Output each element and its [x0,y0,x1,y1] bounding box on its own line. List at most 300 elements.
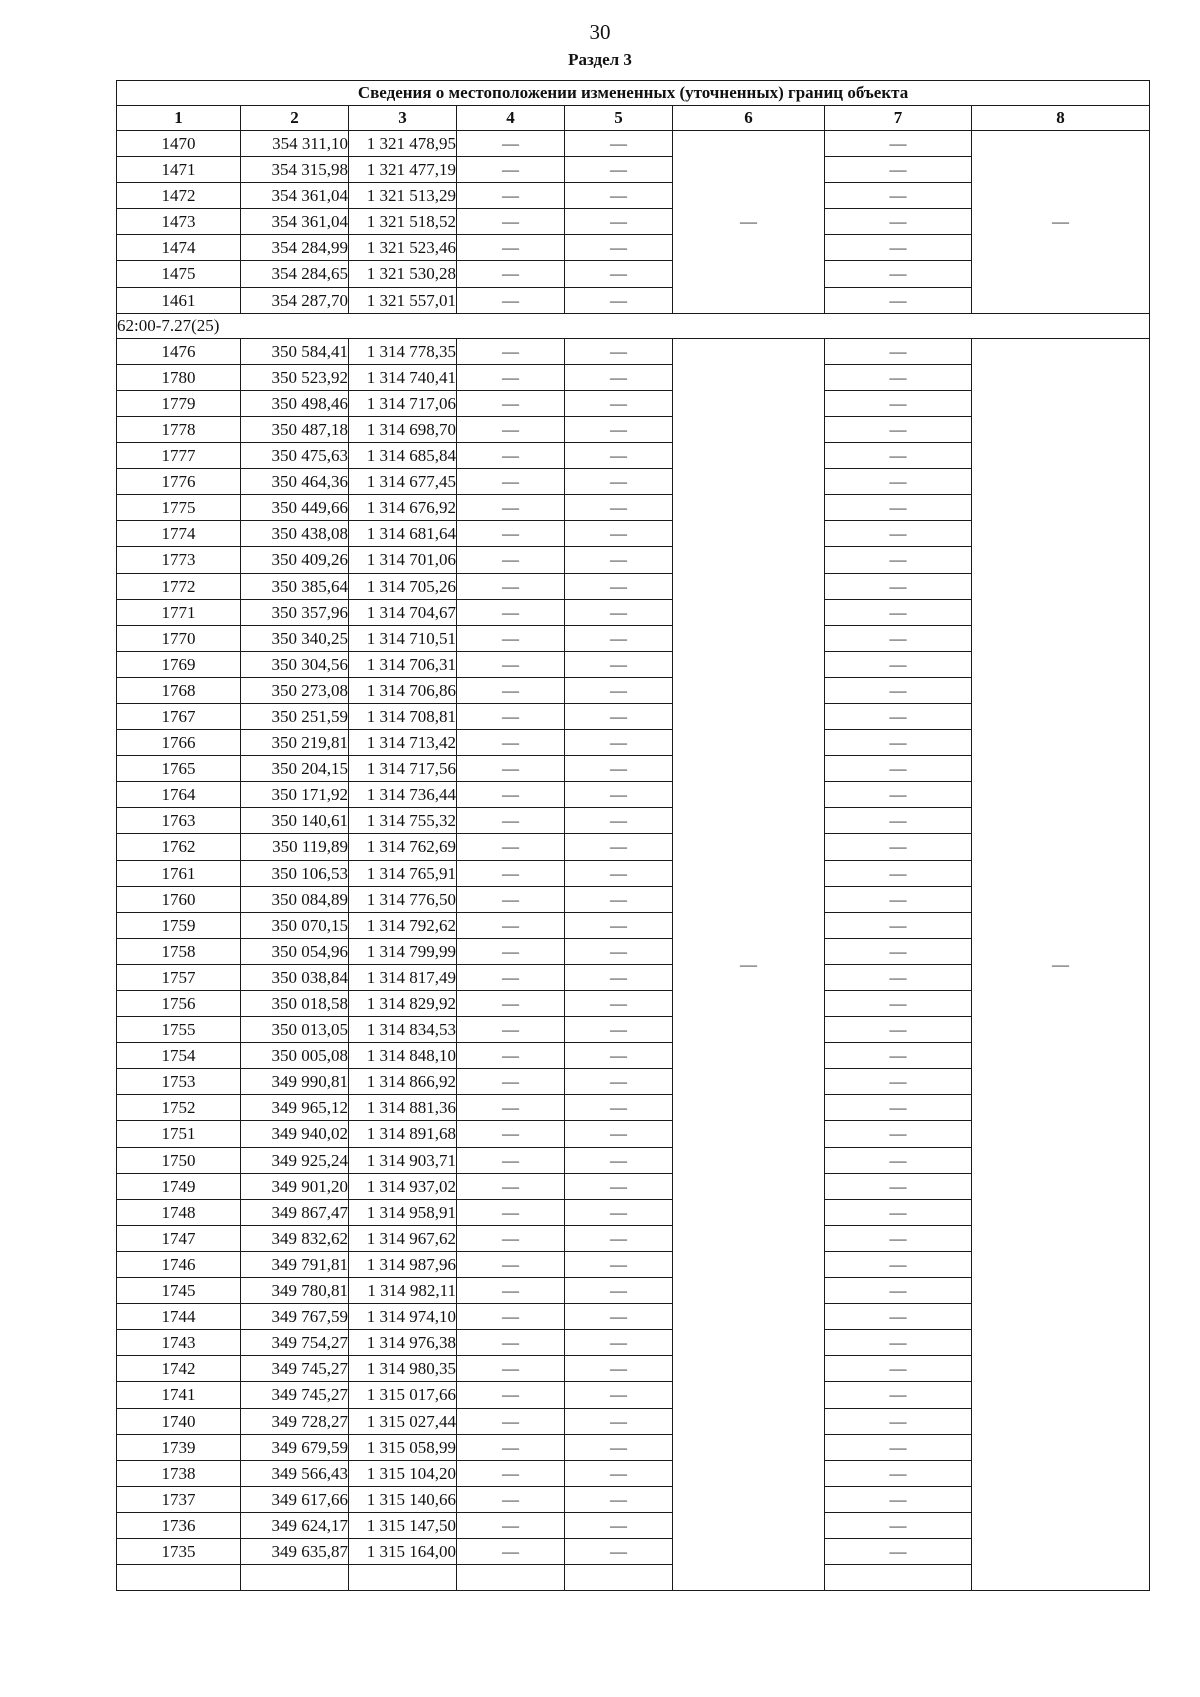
coordinate-y: 1 314 866,92 [349,1069,457,1095]
column-4-value: — [457,964,565,990]
point-number: 1461 [117,287,241,313]
column-7-value: — [825,1251,972,1277]
coordinate-y: 1 321 557,01 [349,287,457,313]
group-header-section [117,313,1150,338]
column-4-value: — [457,651,565,677]
point-number: 1755 [117,1017,241,1043]
coordinate-y: 1 314 974,10 [349,1304,457,1330]
column-7-value: — [825,677,972,703]
column-4-value: — [457,1043,565,1069]
coordinate-x: 349 780,81 [241,1278,349,1304]
point-number: 1780 [117,364,241,390]
coordinate-x: 349 965,12 [241,1095,349,1121]
column-5-value: — [565,1486,673,1512]
coordinate-x: 350 449,66 [241,495,349,521]
column-5-value: — [565,625,673,651]
column-7-value: — [825,730,972,756]
column-5-value: — [565,1408,673,1434]
column-4-value: — [457,183,565,209]
coordinate-x: 350 054,96 [241,938,349,964]
column-7-value: — [825,1330,972,1356]
point-number: 1745 [117,1278,241,1304]
point-number: 1779 [117,390,241,416]
coordinate-x: 350 498,46 [241,390,349,416]
column-4-value: — [457,599,565,625]
point-number: 1770 [117,625,241,651]
column-5-value: — [565,390,673,416]
coordinate-x: 350 409,26 [241,547,349,573]
column-7-value: — [825,416,972,442]
point-number: 1765 [117,756,241,782]
coordinate-y: 1 314 778,35 [349,338,457,364]
column-5-value: — [565,1043,673,1069]
point-number: 1748 [117,1199,241,1225]
column-4-value: — [457,782,565,808]
column-number: 3 [349,106,457,131]
coordinate-y: 1 314 698,70 [349,416,457,442]
point-number: 1767 [117,703,241,729]
column-number: 1 [117,106,241,131]
column-5-value: — [565,1095,673,1121]
point-number: 1749 [117,1173,241,1199]
coordinate-y: 1 315 104,20 [349,1460,457,1486]
column-4-value: — [457,157,565,183]
column-7-value: — [825,364,972,390]
coordinate-y: 1 314 701,06 [349,547,457,573]
column-number: 8 [972,106,1150,131]
column-7-value: — [825,1121,972,1147]
column-5-value: — [565,521,673,547]
point-number: 1758 [117,938,241,964]
coordinate-y: 1 314 980,35 [349,1356,457,1382]
column-5-value: — [565,782,673,808]
point-number: 1762 [117,834,241,860]
coordinate-y: 1 314 704,67 [349,599,457,625]
coordinate-y: 1 321 523,46 [349,235,457,261]
column-7-value: — [825,912,972,938]
column-number: 5 [565,106,673,131]
column-7-value: — [825,157,972,183]
column-4-value: — [457,261,565,287]
column-4-value: — [457,547,565,573]
coordinate-x: 349 566,43 [241,1460,349,1486]
column-7-value: — [825,703,972,729]
column-7-value: — [825,1173,972,1199]
point-number: 1759 [117,912,241,938]
column-5-value: — [565,938,673,964]
coordinate-x: 349 832,62 [241,1225,349,1251]
point-number: 1746 [117,1251,241,1277]
column-4-value: — [457,730,565,756]
column-7-value [825,1565,972,1591]
column-4-value: — [457,677,565,703]
coordinate-x: 349 901,20 [241,1173,349,1199]
column-number-row [117,106,1150,131]
point-number: 1751 [117,1121,241,1147]
column-7-value: — [825,261,972,287]
column-8-merged-value: — [972,131,1150,314]
coordinate-y: 1 314 967,62 [349,1225,457,1251]
coordinate-y: 1 314 891,68 [349,1121,457,1147]
column-4-value: — [457,1278,565,1304]
column-4-value: — [457,703,565,729]
column-6-merged-value: — [673,338,825,1591]
point-number: 1757 [117,964,241,990]
column-6-merged-value: — [673,131,825,314]
point-number: 1773 [117,547,241,573]
coordinate-x: 350 204,15 [241,756,349,782]
coordinate-x: 349 679,59 [241,1434,349,1460]
column-7-value: — [825,469,972,495]
coordinate-x: 354 311,10 [241,131,349,157]
column-7-value: — [825,1486,972,1512]
coordinate-x: 349 745,27 [241,1382,349,1408]
column-5-value: — [565,860,673,886]
column-5-value: — [565,912,673,938]
coordinate-y: 1 314 676,92 [349,495,457,521]
column-7-value: — [825,756,972,782]
column-7-value: — [825,287,972,313]
coordinate-x: 349 767,59 [241,1304,349,1330]
column-4-value: — [457,131,565,157]
coordinates-table [116,80,1150,1591]
column-7-value: — [825,390,972,416]
coordinate-x: 349 754,27 [241,1330,349,1356]
coordinate-y: 1 321 513,29 [349,183,457,209]
coordinate-x: 349 791,81 [241,1251,349,1277]
column-5-value: — [565,1434,673,1460]
point-number: 1744 [117,1304,241,1330]
column-5-value: — [565,1460,673,1486]
column-7-value: — [825,1278,972,1304]
column-5-value: — [565,573,673,599]
section-title: Раздел 3 [568,50,632,69]
column-5-value: — [565,808,673,834]
coordinate-x: 350 523,92 [241,364,349,390]
coordinate-x: 350 038,84 [241,964,349,990]
column-4-value: — [457,390,565,416]
point-number: 1476 [117,338,241,364]
column-7-value: — [825,1199,972,1225]
point-number: 1737 [117,1486,241,1512]
column-5-value: — [565,991,673,1017]
column-7-value: — [825,1538,972,1564]
coordinate-y: 1 314 829,92 [349,991,457,1017]
coordinate-y [349,1565,457,1591]
column-5-value: — [565,730,673,756]
coordinate-y: 1 314 717,56 [349,756,457,782]
column-4-value: — [457,235,565,261]
column-7-value: — [825,495,972,521]
coordinate-x: 350 119,89 [241,834,349,860]
coordinate-x: 350 304,56 [241,651,349,677]
column-5-value: — [565,1069,673,1095]
point-number: 1475 [117,261,241,287]
coordinate-x: 354 361,04 [241,183,349,209]
column-4-value: — [457,521,565,547]
coordinate-y: 1 314 717,06 [349,390,457,416]
coordinate-y: 1 315 058,99 [349,1434,457,1460]
coordinate-y: 1 314 706,31 [349,651,457,677]
coordinate-x: 350 106,53 [241,860,349,886]
coordinate-x: 349 925,24 [241,1147,349,1173]
coordinate-x: 349 728,27 [241,1408,349,1434]
coordinate-x: 350 140,61 [241,808,349,834]
coordinate-x: 354 315,98 [241,157,349,183]
column-4-value: — [457,808,565,834]
point-number: 1753 [117,1069,241,1095]
column-4-value: — [457,1538,565,1564]
coordinate-x: 350 084,89 [241,886,349,912]
point-number: 1741 [117,1382,241,1408]
table-row [117,338,1150,364]
coordinate-y: 1 314 903,71 [349,1147,457,1173]
coordinate-y: 1 321 530,28 [349,261,457,287]
point-number: 1764 [117,782,241,808]
column-7-value: — [825,1017,972,1043]
coordinate-x: 349 990,81 [241,1069,349,1095]
point-number: 1768 [117,677,241,703]
column-4-value: — [457,938,565,964]
column-5-value [565,1565,673,1591]
coordinate-x: 350 357,96 [241,599,349,625]
coordinate-y: 1 314 740,41 [349,364,457,390]
column-4-value: — [457,625,565,651]
column-7-value: — [825,183,972,209]
point-number: 1766 [117,730,241,756]
column-4-value: — [457,860,565,886]
coordinate-x: 354 361,04 [241,209,349,235]
column-5-value: — [565,183,673,209]
column-4-value: — [457,1147,565,1173]
column-5-value: — [565,599,673,625]
coordinate-x: 350 005,08 [241,1043,349,1069]
column-7-value: — [825,547,972,573]
column-4-value: — [457,886,565,912]
column-7-value: — [825,1408,972,1434]
column-5-value: — [565,1199,673,1225]
column-5-value: — [565,1251,673,1277]
column-4-value: — [457,1460,565,1486]
coordinate-y: 1 314 976,38 [349,1330,457,1356]
coordinate-y: 1 314 713,42 [349,730,457,756]
coordinate-y: 1 314 762,69 [349,834,457,860]
column-4-value: — [457,495,565,521]
column-5-value: — [565,1512,673,1538]
column-5-value: — [565,157,673,183]
coordinate-y: 1 321 478,95 [349,131,457,157]
column-7-value: — [825,235,972,261]
column-4-value: — [457,573,565,599]
column-4-value: — [457,1069,565,1095]
coordinate-y: 1 314 736,44 [349,782,457,808]
column-7-value: — [825,573,972,599]
column-number: 7 [825,106,972,131]
point-number [117,1565,241,1591]
column-5-value: — [565,703,673,729]
column-5-value: — [565,964,673,990]
point-number: 1763 [117,808,241,834]
coordinate-y: 1 314 792,62 [349,912,457,938]
column-number: 6 [673,106,825,131]
point-number: 1736 [117,1512,241,1538]
point-number: 1761 [117,860,241,886]
column-4-value: — [457,1017,565,1043]
coordinate-y: 1 315 140,66 [349,1486,457,1512]
column-5-value: — [565,756,673,782]
column-7-value: — [825,1356,972,1382]
coordinate-x: 349 617,66 [241,1486,349,1512]
column-5-value: — [565,1382,673,1408]
coordinate-x: 350 340,25 [241,625,349,651]
coordinate-x: 350 219,81 [241,730,349,756]
point-number: 1738 [117,1460,241,1486]
point-number: 1743 [117,1330,241,1356]
point-group-1 [117,131,1150,314]
column-4-value: — [457,364,565,390]
column-5-value: — [565,886,673,912]
point-number: 1772 [117,573,241,599]
column-7-value: — [825,131,972,157]
column-5-value: — [565,547,673,573]
point-number: 1754 [117,1043,241,1069]
column-7-value: — [825,991,972,1017]
column-5-value: — [565,1330,673,1356]
point-number: 1777 [117,443,241,469]
column-7-value: — [825,1304,972,1330]
column-4-value: — [457,1408,565,1434]
coordinate-x: 350 273,08 [241,677,349,703]
column-4-value: — [457,756,565,782]
column-5-value: — [565,338,673,364]
column-7-value: — [825,1069,972,1095]
coordinate-x: 350 487,18 [241,416,349,442]
coordinate-y: 1 314 834,53 [349,1017,457,1043]
coordinate-y: 1 314 937,02 [349,1173,457,1199]
coordinate-x: 350 475,63 [241,443,349,469]
coordinate-y: 1 315 164,00 [349,1538,457,1564]
coordinate-y: 1 314 958,91 [349,1199,457,1225]
point-number: 1778 [117,416,241,442]
coordinate-x: 354 284,65 [241,261,349,287]
column-5-value: — [565,1121,673,1147]
column-7-value: — [825,808,972,834]
coordinate-y: 1 314 681,64 [349,521,457,547]
column-4-value: — [457,1251,565,1277]
column-5-value: — [565,1356,673,1382]
column-7-value: — [825,1043,972,1069]
column-7-value: — [825,1095,972,1121]
column-4-value: — [457,338,565,364]
column-4-value: — [457,834,565,860]
coordinate-x: 349 940,02 [241,1121,349,1147]
point-number: 1752 [117,1095,241,1121]
column-8-merged-value: — [972,338,1150,1591]
column-4-value: — [457,1304,565,1330]
group-header: 62:00-7.27(25) [117,313,1150,338]
column-5-value: — [565,364,673,390]
column-4-value [457,1565,565,1591]
point-number: 1776 [117,469,241,495]
coordinate-x: 350 018,58 [241,991,349,1017]
column-7-value: — [825,886,972,912]
coordinate-y: 1 321 518,52 [349,209,457,235]
coordinate-x: 349 624,17 [241,1512,349,1538]
column-4-value: — [457,1486,565,1512]
column-7-value: — [825,338,972,364]
table-row [117,131,1150,157]
column-4-value: — [457,912,565,938]
column-4-value: — [457,1382,565,1408]
column-4-value: — [457,443,565,469]
coordinate-y: 1 321 477,19 [349,157,457,183]
coordinate-y: 1 314 982,11 [349,1278,457,1304]
coordinate-x [241,1565,349,1591]
coordinate-x: 350 070,15 [241,912,349,938]
point-number: 1771 [117,599,241,625]
coordinate-x: 350 464,36 [241,469,349,495]
coordinate-x: 350 013,05 [241,1017,349,1043]
column-5-value: — [565,416,673,442]
column-5-value: — [565,131,673,157]
column-7-value: — [825,860,972,886]
coordinate-x: 354 284,99 [241,235,349,261]
column-7-value: — [825,1434,972,1460]
column-7-value: — [825,1225,972,1251]
coordinate-y: 1 314 685,84 [349,443,457,469]
coordinate-y: 1 315 017,66 [349,1382,457,1408]
column-4-value: — [457,469,565,495]
column-7-value: — [825,834,972,860]
point-number: 1474 [117,235,241,261]
coordinate-y: 1 314 881,36 [349,1095,457,1121]
column-7-value: — [825,1382,972,1408]
column-4-value: — [457,1225,565,1251]
coordinate-y: 1 314 987,96 [349,1251,457,1277]
column-4-value: — [457,1356,565,1382]
point-number: 1760 [117,886,241,912]
coordinate-y: 1 314 705,26 [349,573,457,599]
point-number: 1473 [117,209,241,235]
page-number: 30 [589,20,611,44]
column-5-value: — [565,1538,673,1564]
coordinate-x: 350 251,59 [241,703,349,729]
coordinate-y: 1 314 708,81 [349,703,457,729]
column-5-value: — [565,651,673,677]
column-5-value: — [565,1017,673,1043]
point-number: 1472 [117,183,241,209]
column-4-value: — [457,1199,565,1225]
column-7-value: — [825,443,972,469]
point-group-2 [117,338,1150,1591]
column-5-value: — [565,1304,673,1330]
coordinate-x: 350 438,08 [241,521,349,547]
point-number: 1742 [117,1356,241,1382]
coordinate-y: 1 315 027,44 [349,1408,457,1434]
column-4-value: — [457,991,565,1017]
column-5-value: — [565,469,673,495]
column-7-value: — [825,782,972,808]
coordinate-y: 1 314 677,45 [349,469,457,495]
point-number: 1735 [117,1538,241,1564]
column-4-value: — [457,1173,565,1199]
column-number: 2 [241,106,349,131]
column-4-value: — [457,209,565,235]
column-5-value: — [565,235,673,261]
column-number: 4 [457,106,565,131]
coordinate-y: 1 314 706,86 [349,677,457,703]
column-7-value: — [825,938,972,964]
